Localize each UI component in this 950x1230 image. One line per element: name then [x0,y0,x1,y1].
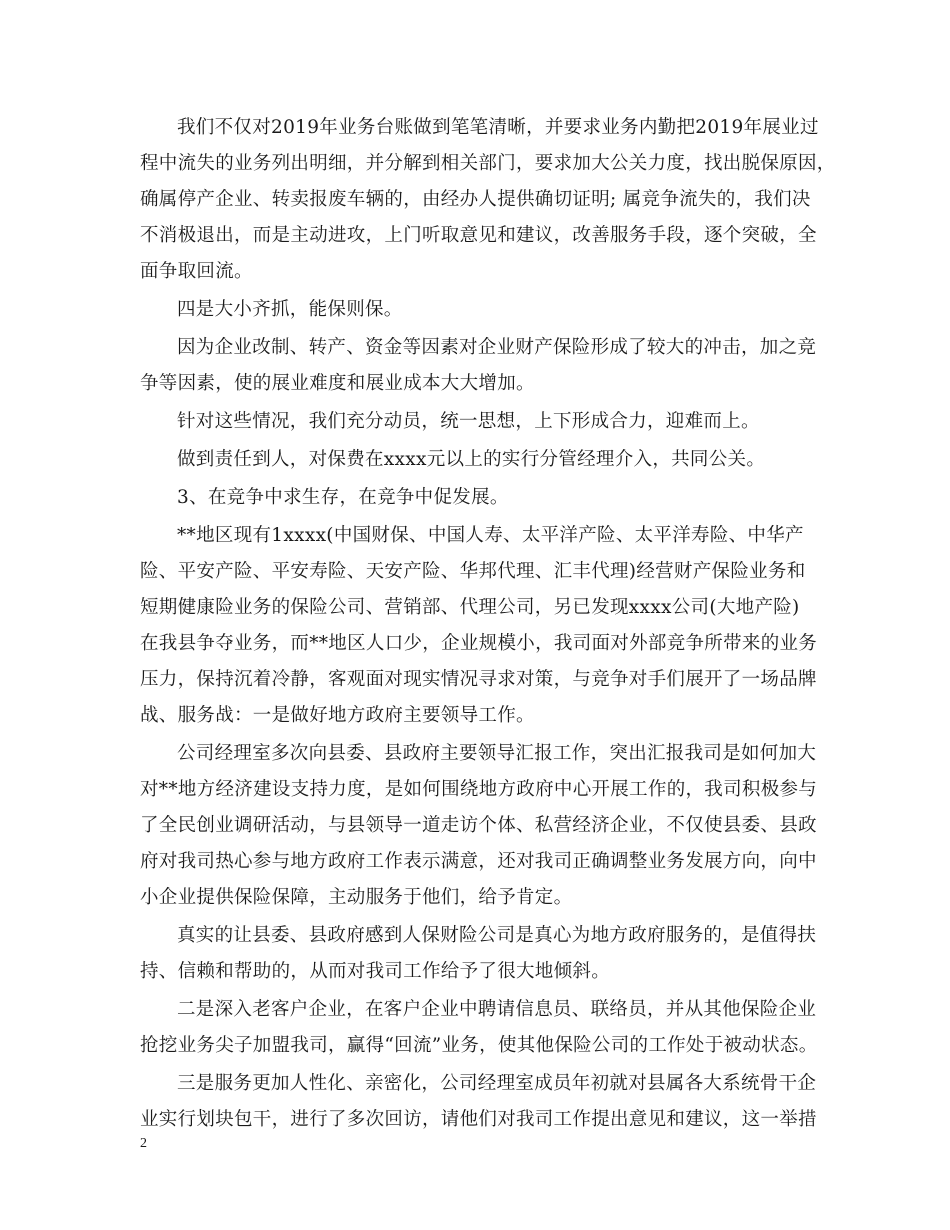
text-line: 针对这些情况，我们充分动员，统一思想，上下形成合力，迎难而上。 [177,411,760,432]
text-line: 压力，保持沉着冷静，客观面对现实情况寻求对策，与竞争对手们展开了一场品牌 [140,669,817,690]
text-line: 做到责任到人，对保费在xxxx元以上的实行分管经理介入，共同公关。 [177,449,766,470]
page-number: 2 [140,1136,147,1151]
text-line: 因为企业改制、转产、资金等因素对企业财产保险形成了较大的冲击，加之竞 [177,337,817,358]
text-line: 确属停产企业、转卖报废车辆的，由经办人提供确切证明; 属竞争流失的，我们决 [140,189,811,210]
text-line: 在我县争夺业务，而**地区人口少，企业规模小，我司面对外部竞争所带来的业务 [140,633,818,654]
text-line: 对**地方经济建设支持力度，是如何围绕地方政府中心开展工作的，我司积极参与 [140,779,818,800]
text-line: 险、平安产险、平安寿险、天安产险、华邦代理、汇丰代理)经营财产保险业务和 [140,561,806,582]
text-line: 真实的让县委、县政府感到人保财险公司是真心为地方政府服务的，是值得扶 [177,925,817,946]
text-line: 业实行划块包干，进行了多次回访，请他们对我司工作提出意见和建议，这一举措 [140,1109,817,1130]
text-line: 小企业提供保险保障，主动服务于他们，给予肯定。 [140,887,573,908]
text-line: 程中流失的业务列出明细，并分解到相关部门，要求加大公关力度，找出脱保原因， [140,153,836,174]
text-line: 二是深入老客户企业，在客户企业中聘请信息员、联络员，并从其他保险企业 [177,999,817,1020]
text-line: 我们不仅对2019年业务台账做到笔笔清晰，并要求业务内勤把2019年展业过 [177,117,819,138]
text-line: 抢挖业务尖子加盟我司，赢得“回流”业务，使其他保险公司的工作处于被动状态。 [140,1035,818,1056]
text-line: 了全民创业调研活动，与县领导一道走访个体、私营经济企业，不仅使县委、县政 [140,815,817,836]
text-line: 三是服务更加人性化、亲密化，公司经理室成员年初就对县属各大系统骨干企 [177,1073,817,1094]
text-line: 持、信赖和帮助的，从而对我司工作给予了很大地倾斜。 [140,961,611,982]
text-line: 短期健康险业务的保险公司、营销部、代理公司，另已发现xxxx公司(大地产险) [140,597,800,618]
text-line: 四是大小齐抓，能保则保。 [177,299,403,320]
text-line: 不消极退出，而是主动进攻，上门听取意见和建议，改善服务手段，逐个突破，全 [140,225,817,246]
text-line: 面争取回流。 [140,261,253,282]
text-line: 战、服务战：一是做好地方政府主要领导工作。 [140,705,535,726]
text-line: 争等因素，使的展业难度和展业成本大大增加。 [140,373,535,394]
text-line: 府对我司热心参与地方政府工作表示满意，还对我司正确调整业务发展方向，向中 [140,851,817,872]
text-line: 公司经理室多次向县委、县政府主要领导汇报工作，突出汇报我司是如何加大 [177,743,817,764]
text-line: **地区现有1xxxx(中国财保、中国人寿、太平洋产险、太平洋寿险、中华产 [177,525,804,546]
text-line: 3、在竞争中求生存，在竞争中促发展。 [177,487,509,508]
